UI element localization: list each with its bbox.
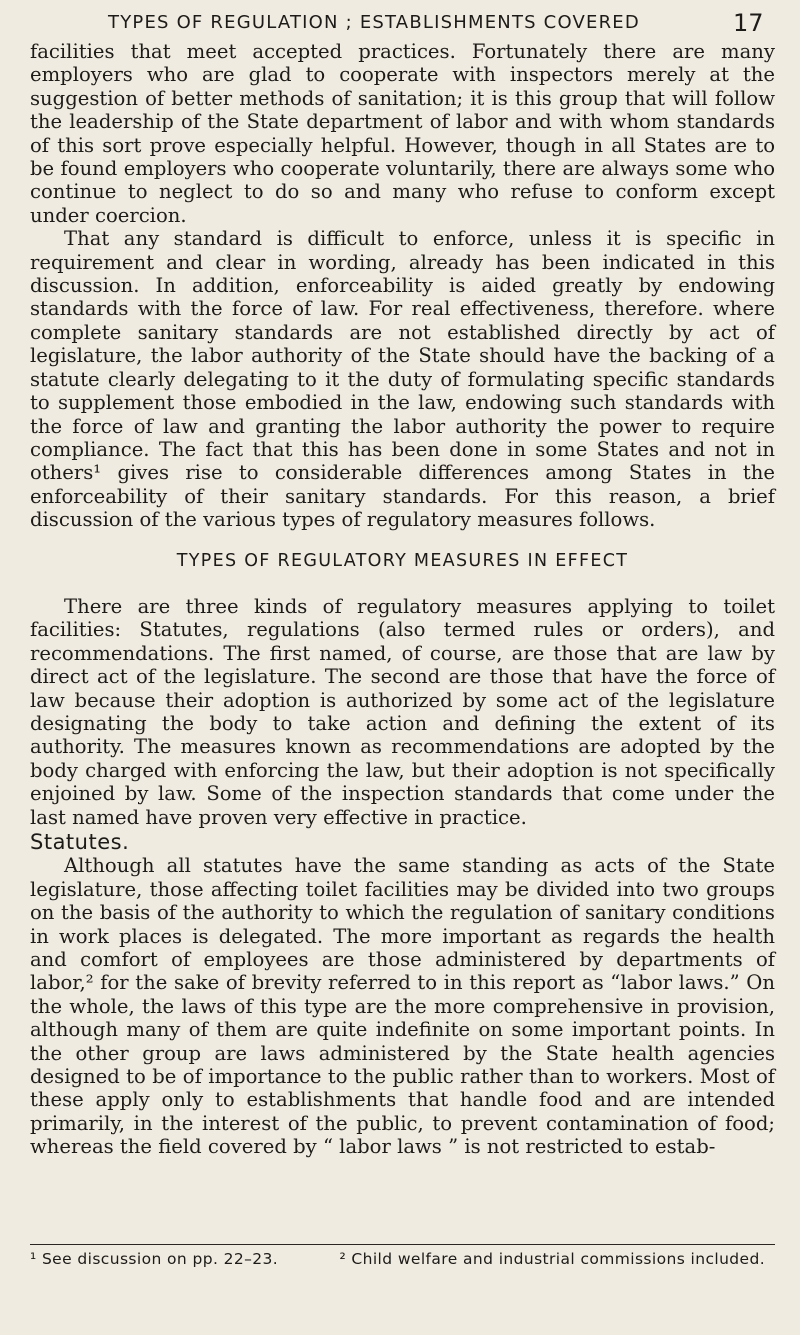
running-head-title: TYPES OF REGULATION ; ESTABLISHMENTS COVERED [108,12,640,33]
section-heading: TYPES OF REGULATORY MEASURES IN EFFECT [176,550,629,571]
footnote-2: ² Child welfare and industrial commissions included. [339,1250,766,1268]
footnote-1: ¹ See discussion on pp. 22–23. [30,1250,279,1268]
body-text [30,40,775,1159]
paragraph-continued: facilities that meet accepted practices. Fortunately there are many employers who are glad to cooperate with inspectors merely at the suggestion of better methods of sanitation; it is this group that will follow the leadership of the State department of labor and with whom standards of this sort prove especially helpful. However, though in all States are to be found employers who cooperate voluntarily, there are always some who continue to neglect to do so and many who refuse to conform except under coercion. [30,40,775,227]
running-head [0,6,800,36]
footnote-rule [30,1244,775,1245]
paragraph-statutes: Although all statutes have the same standing as acts of the State legislature, those affecting toilet facilities may be divided into two groups on the basis of the authority to which the regulation of sanitary conditions in work places is delegated. The more important as regards the health and comfort of employees are those administered by departments of labor,² for the sake of brevity referred to in this report as “labor laws.” On the whole, the laws of this type are the more comprehensive in provision, although many of them are quite indefinite on some important points. In the other group are laws administered by the State health agencies designed to be of importance to the public rather than to workers. Most of these apply only to establishments that handle food and are intended primarily, in the interest of the public, to prevent contamination of food; whereas the field covered by “ labor laws ” is not restricted to estab- [30,854,775,1159]
subheading-statutes: Statutes. [30,830,130,854]
paragraph-regulatory-kinds: There are three kinds of regulatory measures applying to toilet facilities: Statutes, regulations (also termed rules or orders), and recommendations. The first named, of course, are those that are law by direct act of the legislature. The second are those that have the force of law because their adoption is authorized by some act of the legislature designating the body to take action and defining the extent of its authority. The measures known as recommendations are adopted by the body charged with enforcing the law, but their adoption is not specifically enjoined by law. Some of the inspection standards that come under the last named have proven very effective in practice. [30,594,775,829]
page-number: 17 [733,9,764,37]
footnotes [30,1250,790,1268]
paragraph-enforceability: That any standard is difficult to enforce, unless it is specific in requirement and clear in wording, already has been indicated in this discussion. In addition, enforceability is aided greatly by endowing standards with the force of law. For real effectiveness, therefore. where complete sanitary standards are not established directly by act of legislature, the labor authority of the State should have the backing of a statute clearly delegating to it the duty of formulating specific standards to supplement those embodied in the law, endowing such standards with the force of law and granting the labor authority the power to require compliance. The fact that this has been done in some States and not in others¹ gives rise to considerable differences among States in the enforceability of their sanitary standards. For this reason, a brief discussion of the various types of regulatory measures follows. [30,227,775,532]
